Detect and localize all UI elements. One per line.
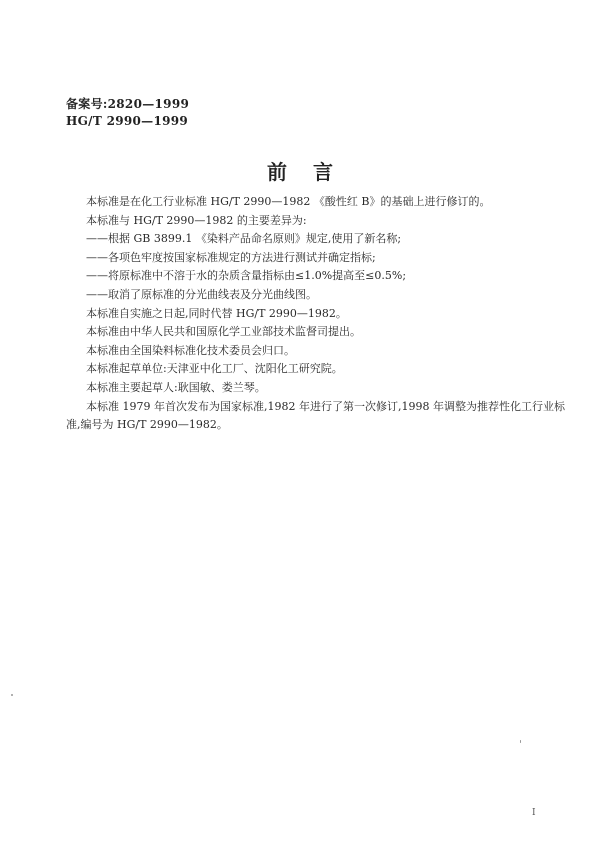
list-item: ——各项色牢度按国家标准规定的方法进行测试并确定指标; xyxy=(86,250,376,264)
record-number: 备案号:2820—1999 xyxy=(66,97,190,111)
list-item: ——取消了原标准的分光曲线表及分光曲线图。 xyxy=(86,287,317,301)
paragraph: 本标准自实施之日起,同时代替 HG/T 2990—1982。 xyxy=(86,306,347,320)
scan-speck xyxy=(520,740,521,743)
paragraph: 本标准起草单位:天津亚中化工厂、沈阳化工研究院。 xyxy=(86,362,343,376)
paragraph: 本标准与 HG/T 2990—1982 的主要差异为: xyxy=(86,213,307,227)
paragraph: 本标准是在化工行业标准 HG/T 2990—1982 《酸性红 B》的基础上进行修订的。 xyxy=(86,195,491,208)
document-meta xyxy=(66,96,189,130)
page-number: I xyxy=(532,808,536,818)
paragraph: 本标准 1979 年首次发布为国家标准,1982 年进行了第一次修订,1998 年调整为推荐性化工行业标 xyxy=(86,399,565,413)
paragraph: 本标准主要起草人:耿国敏、娄兰琴。 xyxy=(86,380,266,394)
standard-code: HG/T 2990—1999 xyxy=(66,114,189,128)
preface-body xyxy=(66,193,565,435)
paragraph: 本标准由全国染料标准化技术委员会归口。 xyxy=(86,343,295,357)
paragraph-continuation: 准,编号为 HG/T 2990—1982。 xyxy=(66,418,228,432)
page-title: 前言 xyxy=(267,160,359,184)
list-item: ——将原标准中不溶于水的杂质含量指标由≤1.0%提高至≤0.5%; xyxy=(86,269,407,283)
scan-speck xyxy=(11,694,13,696)
list-item: ——根据 GB 3899.1 《染料产品命名原则》规定,使用了新名称; xyxy=(86,232,402,246)
paragraph: 本标准由中华人民共和国原化学工业部技术监督司提出。 xyxy=(86,325,361,339)
